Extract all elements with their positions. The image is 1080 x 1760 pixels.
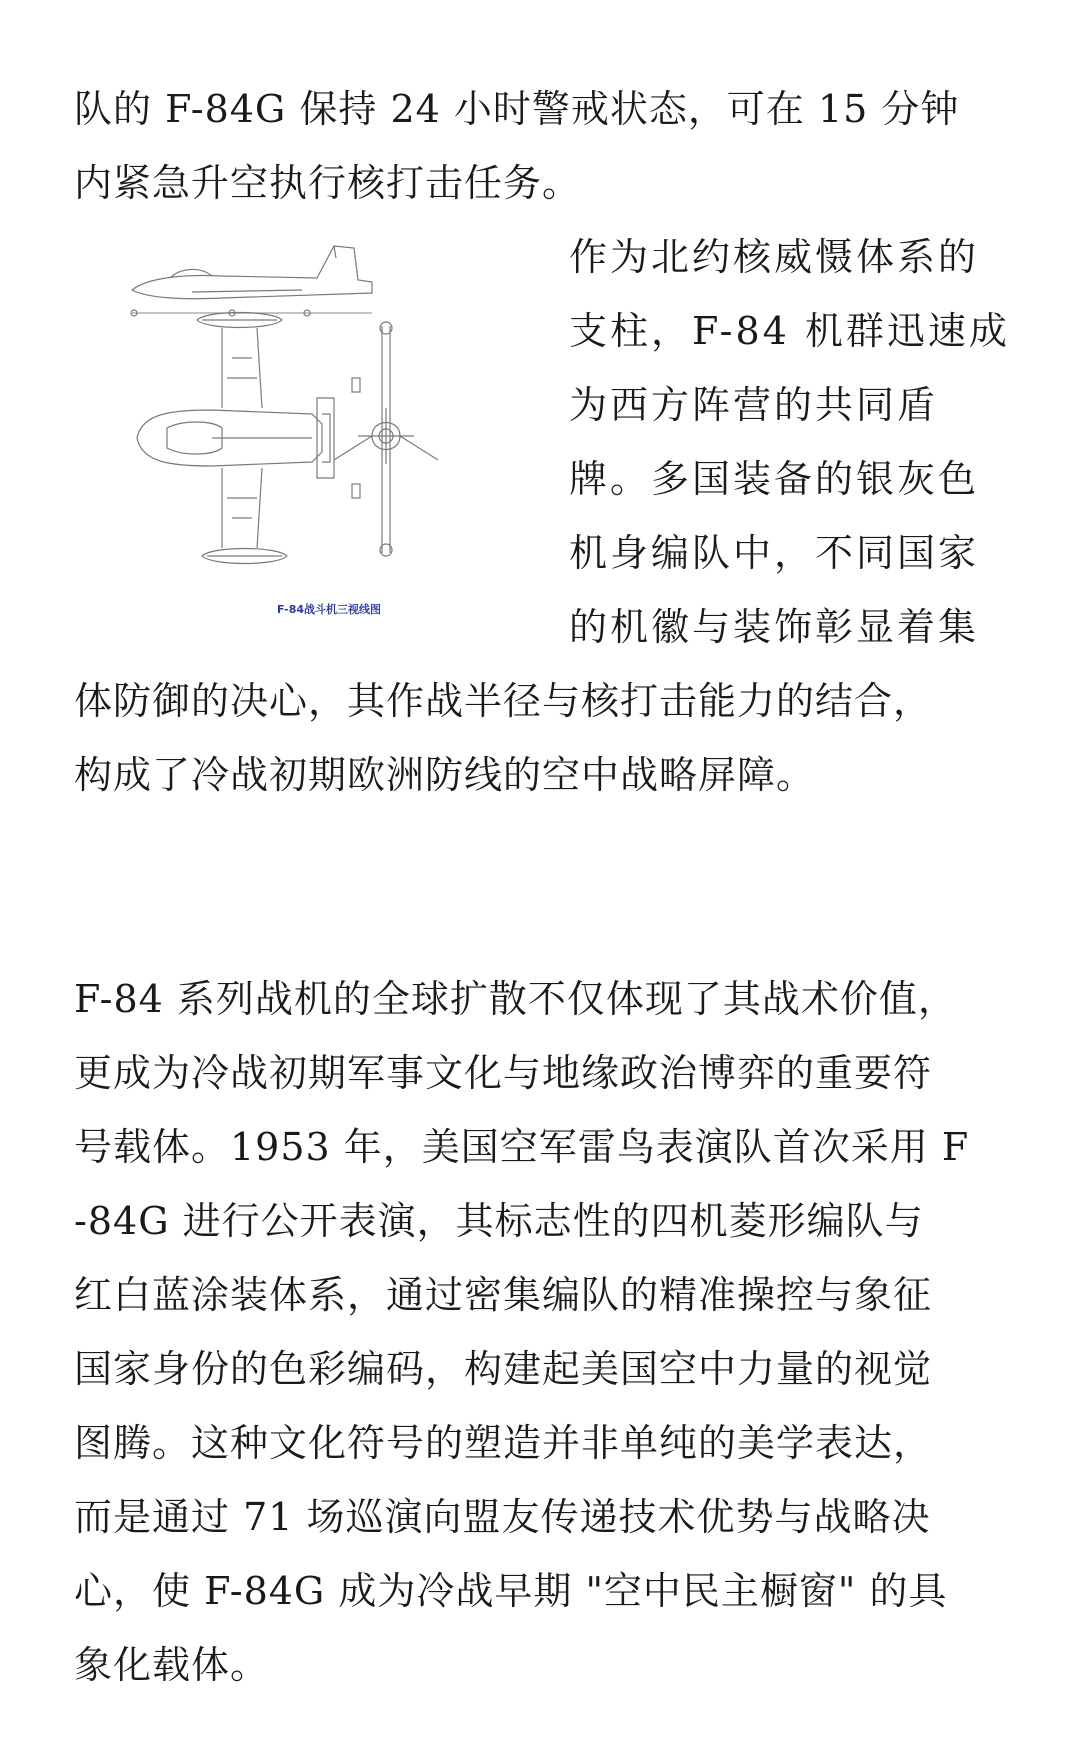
side-paragraph (569, 220, 1009, 664)
text-line: 而是通过 71 场巡演向盟友传递技术优势与战略决 (74, 1495, 931, 1539)
paragraph-middle (74, 664, 1009, 812)
text-line: 作为北约核威慑体系的 (569, 235, 980, 279)
article-page (74, 72, 1009, 1702)
text-line: 内紧急升空执行核打击任务。 (74, 161, 582, 205)
text-line: 构成了冷战初期欧洲防线的空中战略屏障。 (74, 753, 816, 797)
text-line: 的机徽与装饰彰显着集 (569, 605, 980, 649)
paragraph-spacer (74, 812, 1009, 962)
text-line: 国家身份的色彩编码，构建起美国空中力量的视觉 (74, 1347, 933, 1391)
text-line: 机身编队中，不同国家 (569, 531, 980, 575)
text-line: 为西方阵营的共同盾 (569, 383, 939, 427)
text-line: 象化载体。 (74, 1643, 270, 1687)
text-line: 号载体。1953 年，美国空军雷鸟表演队首次采用 F (74, 1125, 970, 1169)
side-view-drawing (131, 246, 372, 316)
text-line: 心，使 F-84G 成为冷战早期 "空中民主橱窗" 的具 (74, 1569, 948, 1613)
front-view-drawing (334, 322, 438, 556)
text-line: 更成为冷战初期军事文化与地缘政治博弈的重要符 (74, 1051, 933, 1095)
text-line: 牌。多国装备的银灰色 (569, 457, 980, 501)
text-line: F-84 系列战机的全球扩散不仅体现了其战术价值， (74, 977, 957, 1021)
text-line: 图腾。这种文化符号的塑造并非单纯的美学表达， (74, 1421, 933, 1465)
text-line: 体防御的决心，其作战半径与核打击能力的结合， (74, 679, 933, 723)
text-line: -84G 进行公开表演，其标志性的四机菱形编队与 (74, 1199, 924, 1243)
text-line: 队的 F-84G 保持 24 小时警戒状态，可在 15 分钟 (74, 87, 960, 131)
f84-three-view-drawing-icon (72, 238, 542, 638)
top-view-drawing (137, 313, 360, 564)
figure-caption: F-84战斗机三视线图 (277, 603, 382, 616)
paragraph-bottom (74, 962, 1009, 1702)
f84-three-view-figure (72, 238, 542, 638)
text-line: 支柱，F-84 机群迅速成 (569, 309, 1010, 353)
text-line: 红白蓝涂装体系，通过密集编队的精准操控与象征 (74, 1273, 933, 1317)
figure-text-row (74, 220, 1009, 664)
paragraph-top (74, 72, 1009, 220)
